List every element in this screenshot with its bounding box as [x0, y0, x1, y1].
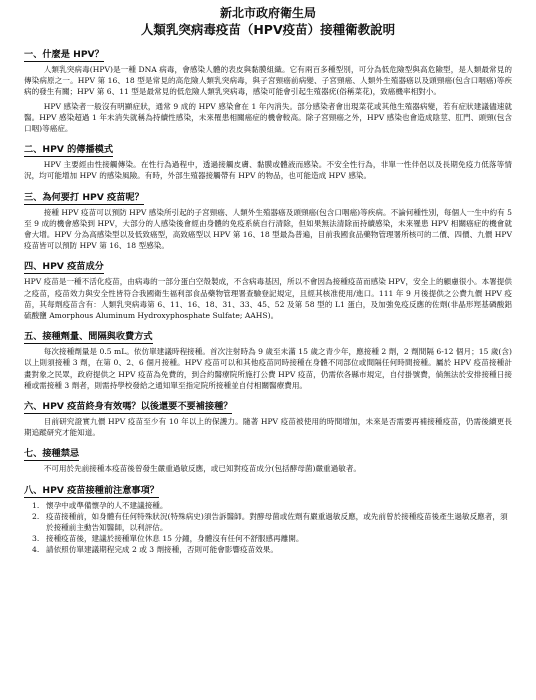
paragraph: 接種 HPV 疫苗可以預防 HPV 感染所引起的子宮頸癌、人類外生殖器癌及頭頸癌(包含口咽癌)等疾病。不論何種性別，每個人一生中約有 5 至 9 成的機會感染到 HPV，大部分的人感染後會經由身體的免疫系統自行清除，但如果無法清除而持續感染，未來罹患 HPV 相關癌症的機會就會大增。HPV 分為高感染型以及低致癌型，高致癌型以 HPV 第 16、18 型最為普遍，目前我國食品藥物管理署所核可的二價、四價、九價 HPV 疫苗皆可以預防 HPV 第 16、18 型感染。 [24, 207, 512, 251]
document-title: 人類乳突病毒疫苗（HPV疫苗）接種衛教說明 [140, 22, 396, 37]
section-heading: 四、HPV 疫苗成分 [24, 261, 104, 273]
section-why-vaccinate [24, 185, 512, 252]
paragraph: 人類乳突病毒(HPV)是一種 DNA 病毒，會感染人體的表皮與黏膜組織。它有兩百多種型別，可分為低危險型與高危險型，是人類最常見的傳染病原之一。HPV 第 16、18 型是常見的高危險人類乳突病毒，與子宮頸癌前病變、子宮頸癌、人類外生殖器癌以及頭頸癌(包含口咽癌)等疾病的發生有關；HPV 第 6、11 型是最常見的低危險人類乳突病毒，感染可能會引起生殖器疣(俗稱菜花)，致癌機率相對小。 [24, 65, 512, 97]
list-item: 1. 懷孕中或準備懷孕的人不建議接種。 [32, 500, 168, 510]
section-lifetime-protection [24, 394, 512, 438]
paragraph: HPV 疫苗是一種不活化疫苗，由病毒的一部分蛋白空殼製成，不含病毒基因，所以不會因為接種疫苗而感染 HPV，安全上的顧慮很小。本署提供之疫苗，疫苗效力與安全性皆符合我國衛生福利部食品藥物管理署查驗登記規定，且經其核准使用/進口。111 年 9 月後提供之公費九價 HPV 疫苗，其每劑疫苗含有：人類乳突病毒第 6、11、16、18、31、33、45、52 及第 58 型的 L1 蛋白，及加強免疫反應的佐劑(非晶形羥基磷酸鋁硫酸鹽 Amorphous Aluminum Hydroxyphosphate Sulfate; AAHS)。 [24, 277, 512, 321]
section-what-is-hpv [24, 42, 512, 134]
list-item: 3. 接種疫苗後，建議於接種單位休息 15 分鐘，身體沒有任何不舒服感再離開。 [32, 534, 304, 544]
section-heading: 三、為何要打 HPV 疫苗呢？ [24, 191, 144, 203]
section-ingredients [24, 254, 512, 321]
section-heading: 七、接種禁忌 [24, 448, 80, 460]
section-heading: 五、接種劑量、間隔與收費方式 [24, 331, 153, 343]
section-heading: 二、HPV 的傳播模式 [24, 144, 114, 156]
list-item: 4. 請依照仿單建議期程完成 2 或 3 劑接種，否則可能會影響疫苗效果。 [32, 545, 278, 555]
section-dosage [24, 324, 512, 391]
precautions-list [24, 500, 512, 556]
agency-name: 新北市政府衛生局 [219, 6, 316, 20]
paragraph: 不可用於先前接種本疫苗後曾發生嚴重過敏反應，或已知對疫苗成分(包括酵母菌)嚴重過敏者。 [43, 464, 362, 474]
paragraph: 目前研究證實九價 HPV 疫苗至少有 10 年以上的保護力。隨著 HPV 疫苗被使用的時間增加，未來是否需要再補接種疫苗，仍需後續更長期追蹤研究才能知道。 [24, 417, 512, 438]
list-item: 2. 疫苗接種前，如身體有任何特殊狀況(特殊病史)須告訴醫師。對酵母菌或佐劑有嚴重過敏反應，或先前曾於接種疫苗後產生過敏反應者，須於接種前主動告知醫師，以利評估。 [32, 511, 508, 533]
section-heading: 六、HPV 疫苗終身有效嗎？以後還要不要補接種？ [24, 401, 233, 413]
section-heading: 一、什麼是 HPV？ [24, 49, 104, 60]
section-transmission [24, 137, 512, 181]
section-contraindications [24, 441, 512, 474]
paragraph: HPV 主要經由性接觸傳染。在性行為過程中，透過接觸皮膚、黏膜或體液而感染。不安全性行為，非單一性伴侶以及長期免疫力低落等情況，均可能增加 HPV 的感染風險。有時，外部生殖器接觸帶有 HPV 的物品，也可能造成 HPV 感染。 [24, 160, 512, 181]
paragraph: 每次接種劑量是 0.5 mL。依仿單建議時程接種。首次注射時為 9 歲至未滿 15 歲之青少年，應接種 2 劑，2 劑間隔 6-12 個月；15 歲(含)以上則須接種 3 劑，在第 0、2、6 個月接種。HPV 疫苗可以和其他疫苗同時接種在身體不同部位或間隔任何時間接種。屬於 HPV 疫苗接種計畫對象之民眾，政府提供之 HPV 疫苗為免費的，到合約醫療院所施打公費 HPV 疫苗，仍需依各縣市規定，自付掛號費，倘無法於安排接種日接種或需接種 3 劑者，則需持學校發給之通知單至指定院所接種並自付相關醫療費用。 [24, 347, 512, 390]
section-heading: 八、HPV 疫苗接種前注意事項？ [24, 484, 159, 496]
section-precautions [24, 478, 512, 556]
paragraph: HPV 感染者一般沒有明顯症狀，通常 9 成的 HPV 感染會在 1 年內消失。部分感染者會出現菜花或其他生殖器病變，若有症狀建議儘速就醫。HPV 感染超過 1 年未消失就稱為持續性感染，未來罹患相關癌症的機會較高。除子宮頸癌之外，HPV 感染也會造成陰莖、肛門、頭頸(包含口咽)等癌症。 [24, 101, 512, 134]
